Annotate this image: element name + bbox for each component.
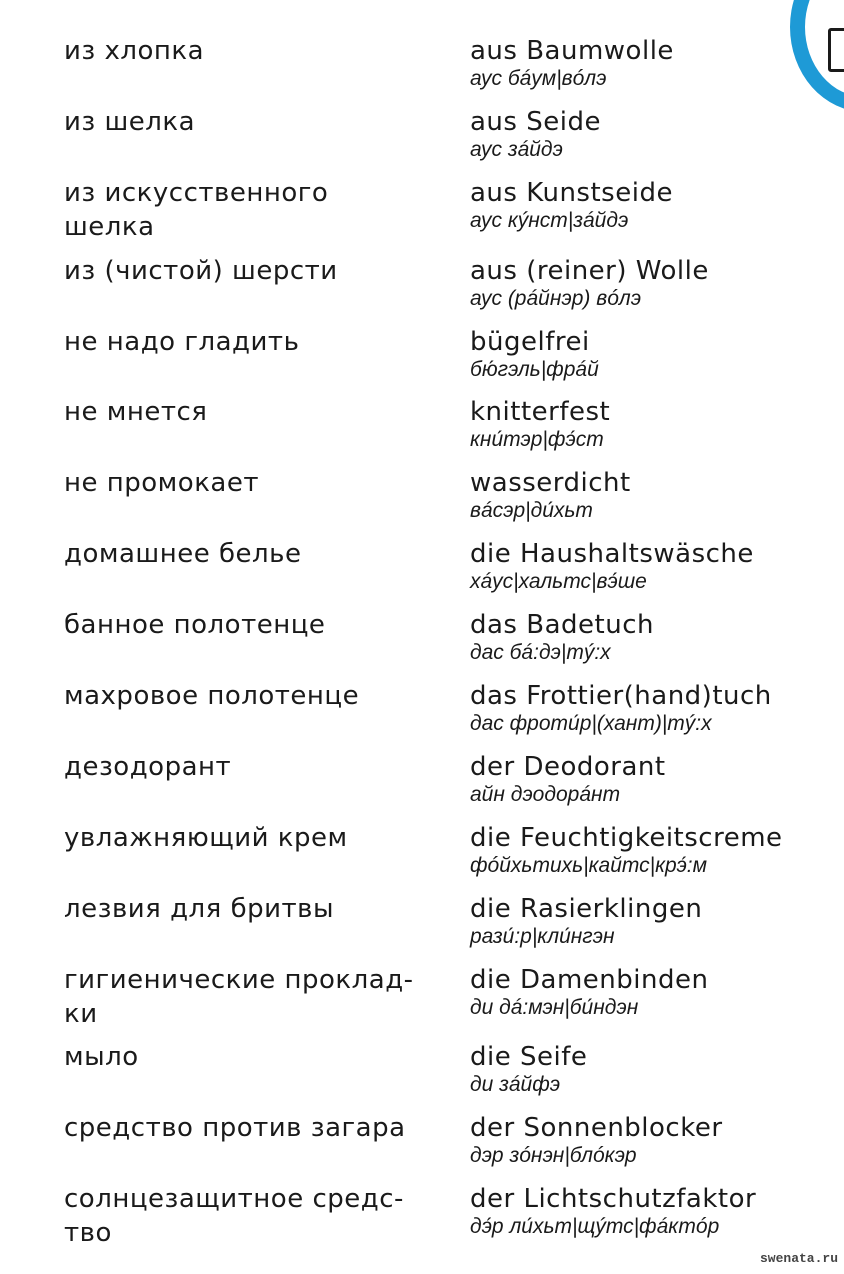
german-term: die Haushaltswäsche <box>470 539 754 569</box>
transcription: кни́тэр|фэ́ст <box>470 428 604 451</box>
watermark-text: swenata.ru <box>759 1251 838 1266</box>
german-term: der Lichtschutzfaktor <box>470 1184 757 1214</box>
german-term: die Feuchtigkeitscreme <box>470 823 783 853</box>
german-term: der Deodorant <box>470 752 666 782</box>
german-term: aus Seide <box>470 107 601 137</box>
transcription: аус (рáйнэр) вóлэ <box>470 287 642 310</box>
russian-term: солнцезащитное средс- тво <box>64 1184 404 1248</box>
transcription: бю́гэль|фрáй <box>470 358 599 381</box>
transcription: дэр зóнэн|блóкэр <box>470 1144 637 1167</box>
german-term: das Badetuch <box>470 610 654 640</box>
transcription: вáсэр|ди́хьт <box>470 499 593 522</box>
german-term: das Frottier(hand)tuch <box>470 681 772 711</box>
transcription: ди зáйфэ <box>470 1073 561 1096</box>
russian-term: махровое полотенце <box>64 681 360 711</box>
russian-term: из шелка <box>64 107 196 137</box>
transcription: айн дэодорáнт <box>470 783 621 806</box>
german-term: die Seife <box>470 1042 588 1072</box>
german-term: wasserdicht <box>470 468 631 498</box>
transcription: аус бáум|вóлэ <box>470 67 607 90</box>
russian-term: из хлопка <box>64 36 205 66</box>
german-term: knitterfest <box>470 397 611 427</box>
german-term: aus Kunstseide <box>470 178 673 208</box>
german-term: aus (reiner) Wolle <box>470 256 709 286</box>
russian-term: лезвия для бритвы <box>64 894 334 924</box>
russian-term: банное полотенце <box>64 610 326 640</box>
german-term: bügelfrei <box>470 327 590 357</box>
transcription: дэ́р ли́хьт|щýтс|фáктóр <box>470 1215 720 1238</box>
russian-term: не промокает <box>64 468 259 498</box>
russian-term: не надо гладить <box>64 327 300 357</box>
russian-term: средство против загара <box>64 1113 406 1143</box>
russian-term: из (чистой) шерсти <box>64 256 338 286</box>
russian-term: домашнее белье <box>64 539 302 569</box>
transcription: ди дá:мэн|би́ндэн <box>470 996 639 1019</box>
russian-term: гигиенические проклад- ки <box>64 965 414 1029</box>
german-term: aus Baumwolle <box>470 36 674 66</box>
german-term: die Damenbinden <box>470 965 709 995</box>
russian-term: дезодорант <box>64 752 232 782</box>
russian-term: из искусственного шелка <box>64 178 329 242</box>
transcription: аус зáйдэ <box>470 138 563 161</box>
transcription: фóйхьтихь|кайтс|крэ́:м <box>470 854 708 877</box>
russian-term: мыло <box>64 1042 139 1072</box>
russian-term: не мнется <box>64 397 208 427</box>
transcription: хáус|хальтс|вэ́ше <box>470 570 647 593</box>
german-term: die Rasierklingen <box>470 894 703 924</box>
transcription: рази́:р|кли́нгэн <box>470 925 615 948</box>
transcription: дас фроти́р|(хант)|тý:х <box>470 712 712 735</box>
russian-term: увлажняющий крем <box>64 823 348 853</box>
transcription: аус кýнст|зáйдэ <box>470 209 629 232</box>
transcription: дас бá:дэ|тý:х <box>470 641 611 664</box>
german-term: der Sonnenblocker <box>470 1113 723 1143</box>
